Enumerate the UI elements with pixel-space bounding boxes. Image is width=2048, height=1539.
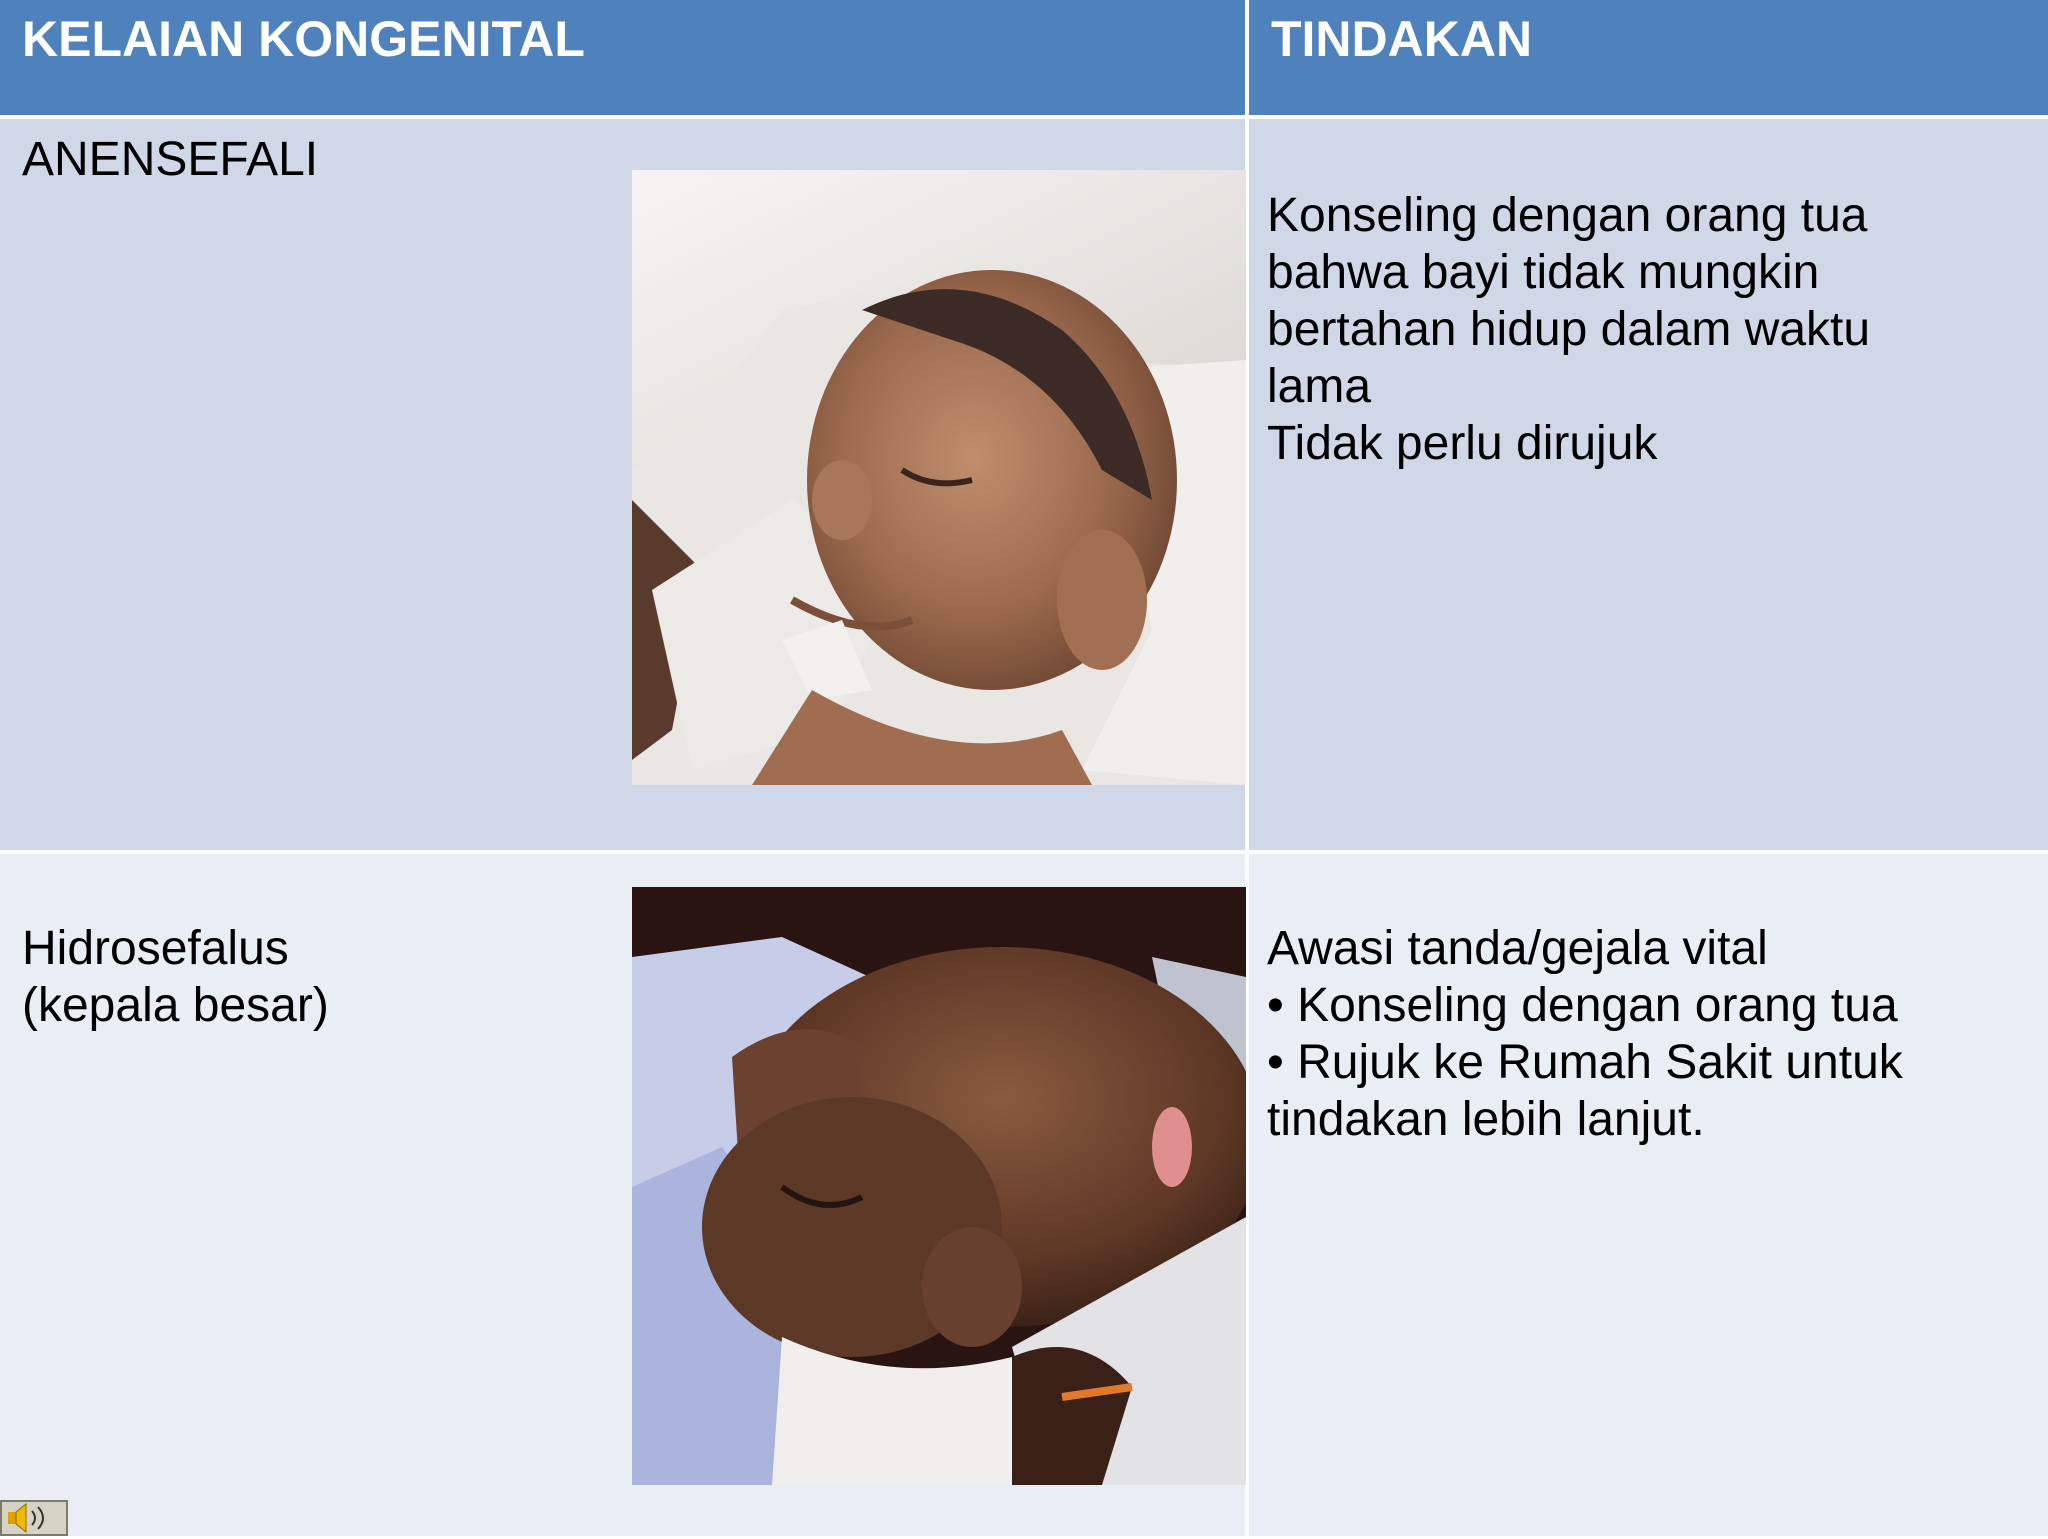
row2-tindakan-line: tindakan lebih lanjut. (1267, 1093, 1705, 1146)
anencephaly-infant-photo (632, 170, 1246, 785)
header-tindakan (1249, 0, 2048, 115)
row2-tindakan-line: • Rujuk ke Rumah Sakit untuk (1267, 1036, 1903, 1089)
header-kelainan (0, 0, 1245, 115)
header-tindakan-label: TINDAKAN (1271, 11, 1533, 67)
row1-kelainan-label: ANENSEFALI (22, 133, 319, 186)
row2-tindakan-line: • Konseling dengan orang tua (1267, 979, 1898, 1032)
row-divider (0, 115, 2048, 119)
row1-tindakan-cell (1249, 119, 2048, 850)
row1-tindakan-line: lama (1267, 360, 1372, 413)
row1-tindakan-line: Tidak perlu dirujuk (1267, 417, 1658, 470)
row2-tindakan-cell (1249, 854, 2048, 1536)
row-divider (0, 850, 2048, 854)
row1-tindakan-line: Konseling dengan orang tua (1267, 189, 1868, 242)
row2-tindakan-line: Awasi tanda/gejala vital (1267, 922, 1768, 975)
row1-tindakan-text (1267, 187, 1870, 472)
row2-tindakan-text (1267, 920, 1903, 1148)
row1-tindakan-line: bahwa bayi tidak mungkin (1267, 246, 1820, 299)
row2-kelainan-line: (kepala besar) (22, 979, 329, 1032)
speaker-icon[interactable] (0, 1500, 68, 1536)
row1-tindakan-line: bertahan hidup dalam waktu (1267, 303, 1871, 356)
row2-kelainan-text (22, 920, 329, 1034)
header-kelainan-label: KELAIAN KONGENITAL (22, 11, 585, 67)
row2-kelainan-line: Hidrosefalus (22, 922, 289, 975)
hydrocephalus-infant-photo (632, 887, 1246, 1485)
